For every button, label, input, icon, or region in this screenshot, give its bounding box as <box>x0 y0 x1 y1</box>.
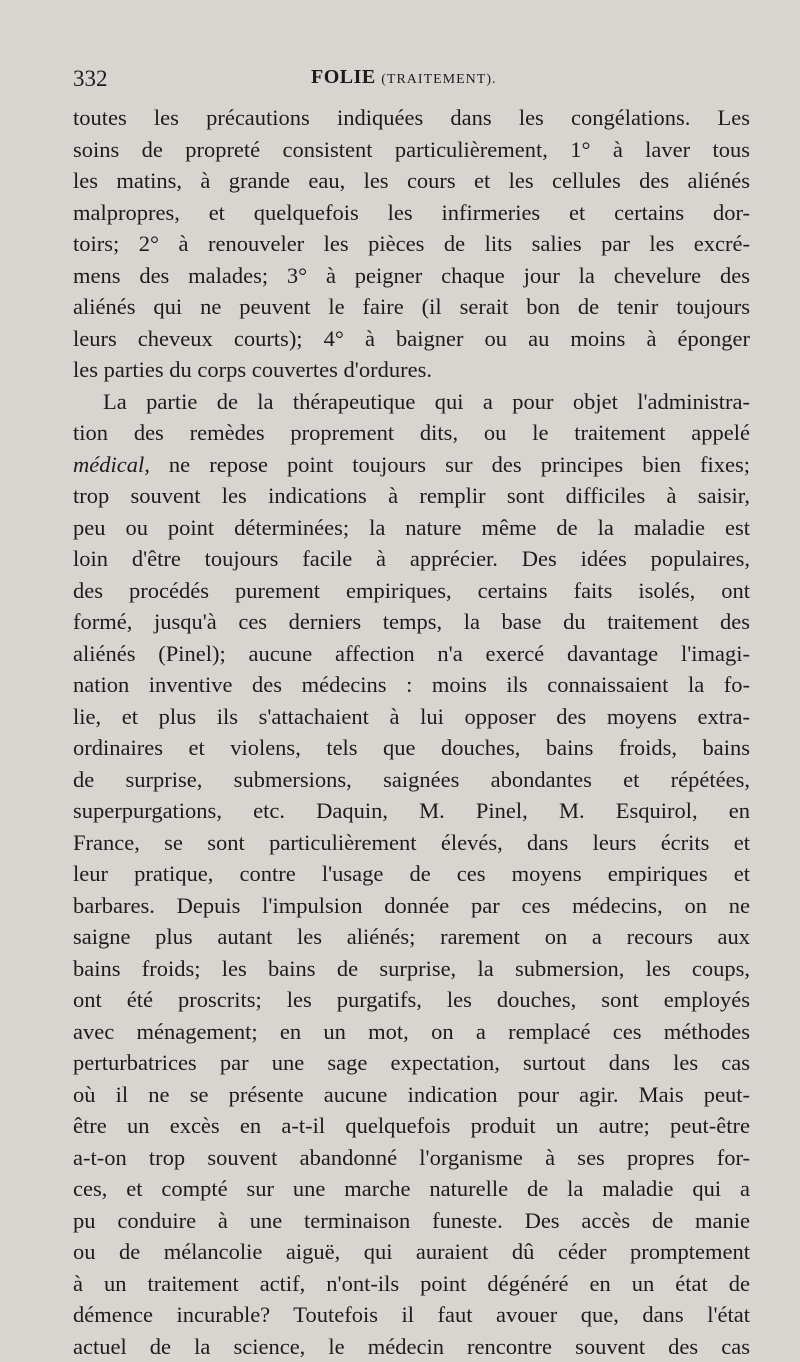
text-line: superpurgations, etc. Daquin, M. Pinel, M. Esquirol, en <box>73 795 750 827</box>
text-line: leur pratique, contre l'usage de ces moyens empiriques et <box>73 858 750 890</box>
text-line: ou de mélancolie aiguë, qui auraient dû céder promptement <box>73 1236 750 1268</box>
text-line: les matins, à grande eau, les cours et les cellules des aliénés <box>73 165 750 197</box>
text-line: soins de propreté consistent particulièrement, 1° à laver tous <box>73 134 750 166</box>
text-line: aliénés qui ne peuvent le faire (il serait bon de tenir toujours <box>73 291 750 323</box>
page-header <box>73 66 750 98</box>
running-title <box>311 66 497 89</box>
text-line: pu conduire à une terminaison funeste. Des accès de manie <box>73 1205 750 1237</box>
text-line: malpropres, et quelquefois les infirmeries et certains dor- <box>73 197 750 229</box>
text-line: où il ne se présente aucune indication pour agir. Mais peut- <box>73 1079 750 1111</box>
text-line-mixed <box>73 449 750 481</box>
running-title-subtitle: (TRAITEMENT). <box>381 72 496 87</box>
text-line: lie, et plus ils s'attachaient à lui opposer des moyens extra- <box>73 701 750 733</box>
text-line: des procédés purement empiriques, certains faits isolés, ont <box>73 575 750 607</box>
text-line: à un traitement actif, n'ont-ils point dégénéré en un état de <box>73 1268 750 1300</box>
text-span: ne repose point toujours sur des principes bien fixes; <box>169 452 750 477</box>
text-line: trop souvent les indications à remplir sont difficiles à saisir, <box>73 480 750 512</box>
italic-term: médical, <box>73 452 150 477</box>
page-number: 332 <box>73 66 108 92</box>
text-line: mens des malades; 3° à peigner chaque jour la chevelure des <box>73 260 750 292</box>
text-line: avec ménagement; en un mot, on a remplacé ces méthodes <box>73 1016 750 1048</box>
text-line: barbares. Depuis l'impulsion donnée par ces médecins, on ne <box>73 890 750 922</box>
text-line: actuel de la science, le médecin rencontre souvent des cas <box>73 1331 750 1362</box>
text-line: ces, et compté sur une marche naturelle de la maladie qui a <box>73 1173 750 1205</box>
text-line: aliénés (Pinel); aucune affection n'a exercé davantage l'imagi- <box>73 638 750 670</box>
text-line: a-t-on trop souvent abandonné l'organisme à ses propres for- <box>73 1142 750 1174</box>
text-line: saigne plus autant les aliénés; rarement on a recours aux <box>73 921 750 953</box>
text-line: bains froids; les bains de surprise, la submersion, les coups, <box>73 953 750 985</box>
text-line: ont été proscrits; les purgatifs, les douches, sont employés <box>73 984 750 1016</box>
text-line: les parties du corps couvertes d'ordures. <box>73 354 750 386</box>
text-line: nation inventive des médecins : moins ils connaissaient la fo- <box>73 669 750 701</box>
text-line: formé, jusqu'à ces derniers temps, la base du traitement des <box>73 606 750 638</box>
running-title-main: FOLIE <box>311 66 376 88</box>
text-line: leurs cheveux courts); 4° à baigner ou au moins à éponger <box>73 323 750 355</box>
text-line: toirs; 2° à renouveler les pièces de lits salies par les excré- <box>73 228 750 260</box>
body-text <box>73 102 750 1362</box>
text-line: perturbatrices par une sage expectation, surtout dans les cas <box>73 1047 750 1079</box>
text-line: ordinaires et violens, tels que douches, bains froids, bains <box>73 732 750 764</box>
text-line: être un excès en a-t-il quelquefois produit un autre; peut-être <box>73 1110 750 1142</box>
text-line: démence incurable? Toutefois il faut avouer que, dans l'état <box>73 1299 750 1331</box>
text-line: peu ou point déterminées; la nature même de la maladie est <box>73 512 750 544</box>
text-line: France, se sont particulièrement élevés, dans leurs écrits et <box>73 827 750 859</box>
text-line: loin d'être toujours facile à apprécier. Des idées populaires, <box>73 543 750 575</box>
text-line: tion des remèdes proprement dits, ou le traitement appelé <box>73 417 750 449</box>
text-line: de surprise, submersions, saignées abondantes et répétées, <box>73 764 750 796</box>
text-line: toutes les précautions indiquées dans les congélations. Les <box>73 102 750 134</box>
text-line: La partie de la thérapeutique qui a pour objet l'administra- <box>73 386 750 418</box>
